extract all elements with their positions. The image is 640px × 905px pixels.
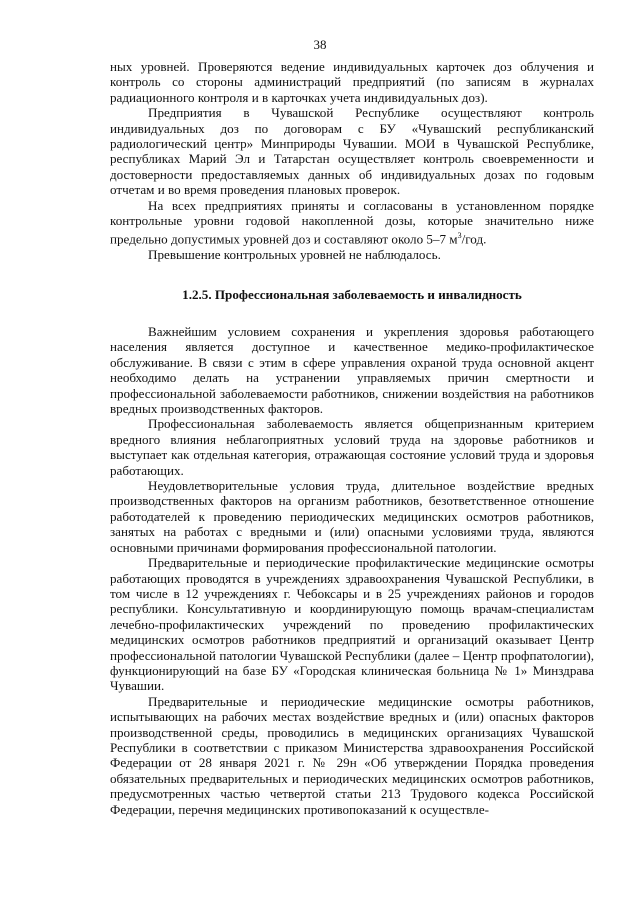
unit-tail: /год. [461, 231, 487, 247]
paragraph: Предварительные и периодические профилактические медицинские осмотры работающих проводятся в учреждениях здравоохранения Чувашской Республики, в том числе в 12 учреждениях г. Чебоксары и в 25 учреждениях районов и городов республики. Консультативную и координирующую помощь врачам-специалистам лечебно-профилактических учреждений по проведению профилактических медицинских осмотров работников предприятий и организаций оказывает Центр профессиональной патологии Чувашской Республики (далее – Центр профпатологии), функционирующий на базе БУ «Городская клиническая больница № 1» Минздрава Чувашии. [110, 555, 594, 694]
section-text [110, 324, 594, 817]
page-number: 38 [313, 37, 327, 52]
paragraph: Неудовлетворительные условия труда, длительное воздействие вредных производственных факторов на организм работников, безответственное отношение работодателей к проведению периодических медицинских осмотров работников, занятых на работах с вредными и (или) опасными условиями труда, являются основными причинами формирования профессиональной патологии. [110, 478, 594, 555]
section-title: 1.2.5. Профессиональная заболеваемость и инвалидность [182, 287, 522, 302]
paragraph: Предприятия в Чувашской Республике осуществляют контроль индивидуальных доз по договорам с БУ «Чувашский республиканский радиологический центр» Минприроды Чувашии. МОИ в Чувашской Республике, республиках Марий Эл и Татарстан осуществляет контроль своевременности и достоверности предоставляемых данных об индивидуальных дозах по годовым отчетам и во время проведения плановых проверок. [110, 105, 594, 198]
paragraph: ных уровней. Проверяются ведение индивидуальных карточек доз облучения и контроль со стороны администраций предприятий (по записям в журналах радиационного контроля и в карточках учета индивидуальных доз). [110, 59, 594, 105]
paragraph-text: На всех предприятиях приняты и согласованы в установленном порядке контрольные уровни годовой накопленной дозы, которые значительно ниже предельно допустимых уровней доз и составляют около 5–7 м [110, 197, 594, 247]
paragraph [110, 198, 594, 248]
unit-superscript: 3 [457, 231, 462, 241]
paragraph: Превышение контрольных уровней не наблюдалось. [148, 247, 441, 263]
paragraph: Предварительные и периодические медицинские осмотры работников, испытывающих на рабочих местах воздействие вредных и (или) опасных факторов производственной среды, проводились в медицинских организациях Чувашской Республики в соответствии с приказом Министерства здравоохранения Российской Федерации от 28 января 2021 г. № 29н «Об утверждении Порядка проведения обязательных предварительных и периодических медицинских осмотров работников, предусмотренных частью четвертой статьи 213 Трудового кодекса Российской Федерации, перечня медицинских противопоказаний к осуществле- [110, 693, 594, 817]
intro-text [110, 59, 594, 263]
paragraph: Профессиональная заболеваемость является общепризнанным критерием вредного влияния неблагоприятных условий труда на здоровье работников и выступает как отдельная категория, отражающая состояние условий труда и здоровья работающих. [110, 416, 594, 478]
paragraph: Важнейшим условием сохранения и укрепления здоровья работающего населения является доступное и качественное медико-профилактическое обслуживание. В связи с этим в сфере управления охраной труда основной акцент необходимо делать на устранении управляемых причин смертности и профессиональной заболеваемости работников, снижении воздействия на работников вредных производственных факторов. [110, 324, 594, 417]
